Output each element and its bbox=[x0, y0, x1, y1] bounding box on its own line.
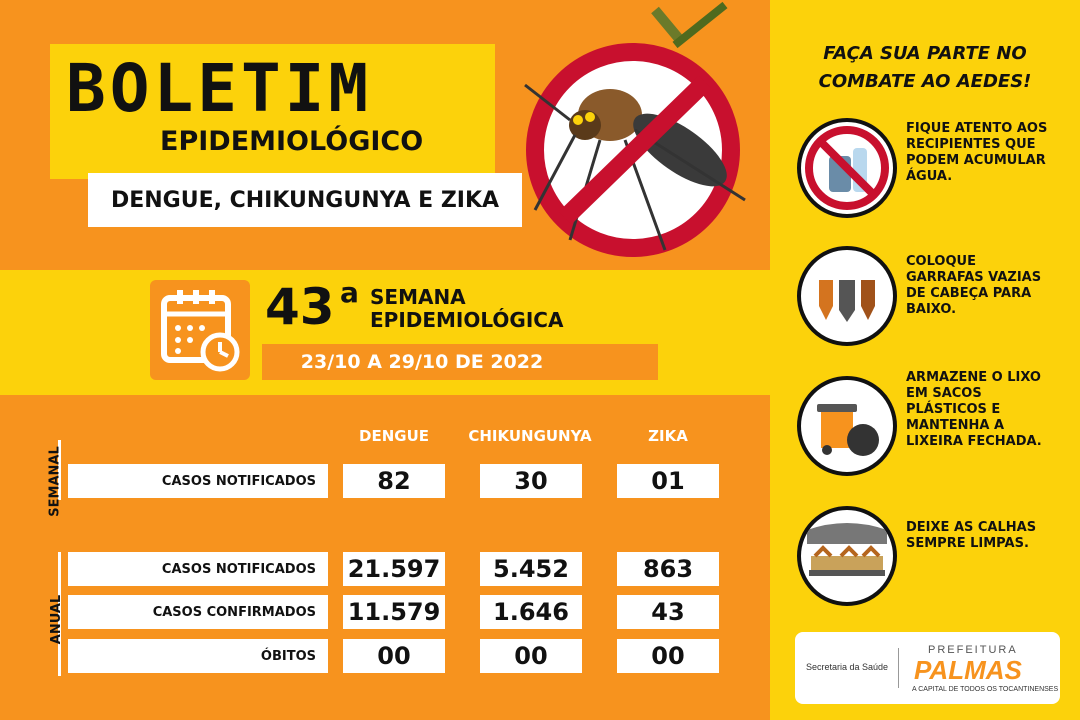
annual-deaths-label: ÓBITOS bbox=[68, 639, 328, 673]
trash-bin-icon bbox=[797, 376, 897, 476]
city-name: PALMAS bbox=[914, 655, 1022, 685]
prefeitura-label: PREFEITURA bbox=[928, 644, 1018, 656]
annual-notified-chikungunya: 5.452 bbox=[480, 552, 582, 586]
tip-2-text: COLOQUE GARRAFAS VAZIAS DE CABEÇA PARA BAIXO. bbox=[906, 254, 1042, 317]
column-header-zika: ZIKA bbox=[648, 427, 688, 445]
upside-down-bottles-icon bbox=[797, 246, 897, 346]
tip-1-text: FIQUE ATENTO AOS RECIPIENTES QUE PODEM ACUMULAR ÁGUA. bbox=[906, 121, 1048, 184]
no-containers-icon bbox=[797, 118, 897, 218]
column-header-chikungunya: CHIKUNGUNYA bbox=[468, 427, 592, 445]
sidebar-background bbox=[770, 0, 1080, 720]
week-dates: 23/10 A 29/10 DE 2022 bbox=[300, 351, 544, 373]
annual-notified-dengue: 21.597 bbox=[343, 552, 445, 586]
calendar-clock-icon bbox=[150, 280, 250, 380]
annual-confirmed-label: CASOS CONFIRMADOS bbox=[68, 595, 328, 629]
weekly-chikungunya-value: 30 bbox=[480, 464, 582, 498]
weekly-dengue-value: 82 bbox=[343, 464, 445, 498]
call-to-action bbox=[770, 40, 1080, 96]
tip-3-text: ARMAZENE O LIXO EM SACOS PLÁSTICOS E MANTENHA A LIXEIRA FECHADA. bbox=[906, 370, 1042, 449]
page-title: BOLETIM bbox=[66, 50, 373, 127]
week-ordinal: a bbox=[340, 276, 359, 309]
diseases-banner bbox=[88, 173, 522, 227]
diseases-label: DENGUE, CHIKUNGUNYA E ZIKA bbox=[110, 187, 500, 213]
week-number: 43 bbox=[265, 278, 335, 336]
weekly-row-label: CASOS NOTIFICADOS bbox=[68, 464, 328, 498]
annual-notified-label: CASOS NOTIFICADOS bbox=[68, 552, 328, 586]
department-label: Secretaria da Saúde bbox=[806, 662, 889, 672]
weekly-zika-value: 01 bbox=[617, 464, 719, 498]
annual-notified-zika: 863 bbox=[617, 552, 719, 586]
page-subtitle: EPIDEMIOLÓGICO bbox=[160, 126, 424, 157]
no-mosquito-icon bbox=[515, 0, 770, 270]
gutter-icon bbox=[797, 506, 897, 606]
logo-divider bbox=[898, 648, 899, 688]
annual-deaths-dengue: 00 bbox=[343, 639, 445, 673]
annual-deaths-chikungunya: 00 bbox=[480, 639, 582, 673]
annual-deaths-zika: 00 bbox=[617, 639, 719, 673]
weekly-group-label: SEMANAL bbox=[47, 446, 63, 517]
tip-4-text: DEIXE AS CALHAS SEMPRE LIMPAS. bbox=[906, 520, 1037, 551]
week-label-line1: SEMANA bbox=[370, 285, 466, 309]
week-label-line2: EPIDEMIOLÓGICA bbox=[370, 308, 564, 332]
annual-group-label: ANUAL bbox=[49, 594, 65, 645]
cta-line2: COMBATE AO AEDES! bbox=[818, 71, 1032, 92]
cta-line1: FAÇA SUA PARTE NO bbox=[823, 43, 1027, 64]
annual-confirmed-chikungunya: 1.646 bbox=[480, 595, 582, 629]
annual-confirmed-dengue: 11.579 bbox=[343, 595, 445, 629]
calendar-badge bbox=[150, 280, 250, 380]
annual-confirmed-zika: 43 bbox=[617, 595, 719, 629]
column-header-dengue: DENGUE bbox=[359, 427, 429, 445]
city-tagline: A CAPITAL DE TODOS OS TOCANTINENSES bbox=[912, 686, 1059, 693]
